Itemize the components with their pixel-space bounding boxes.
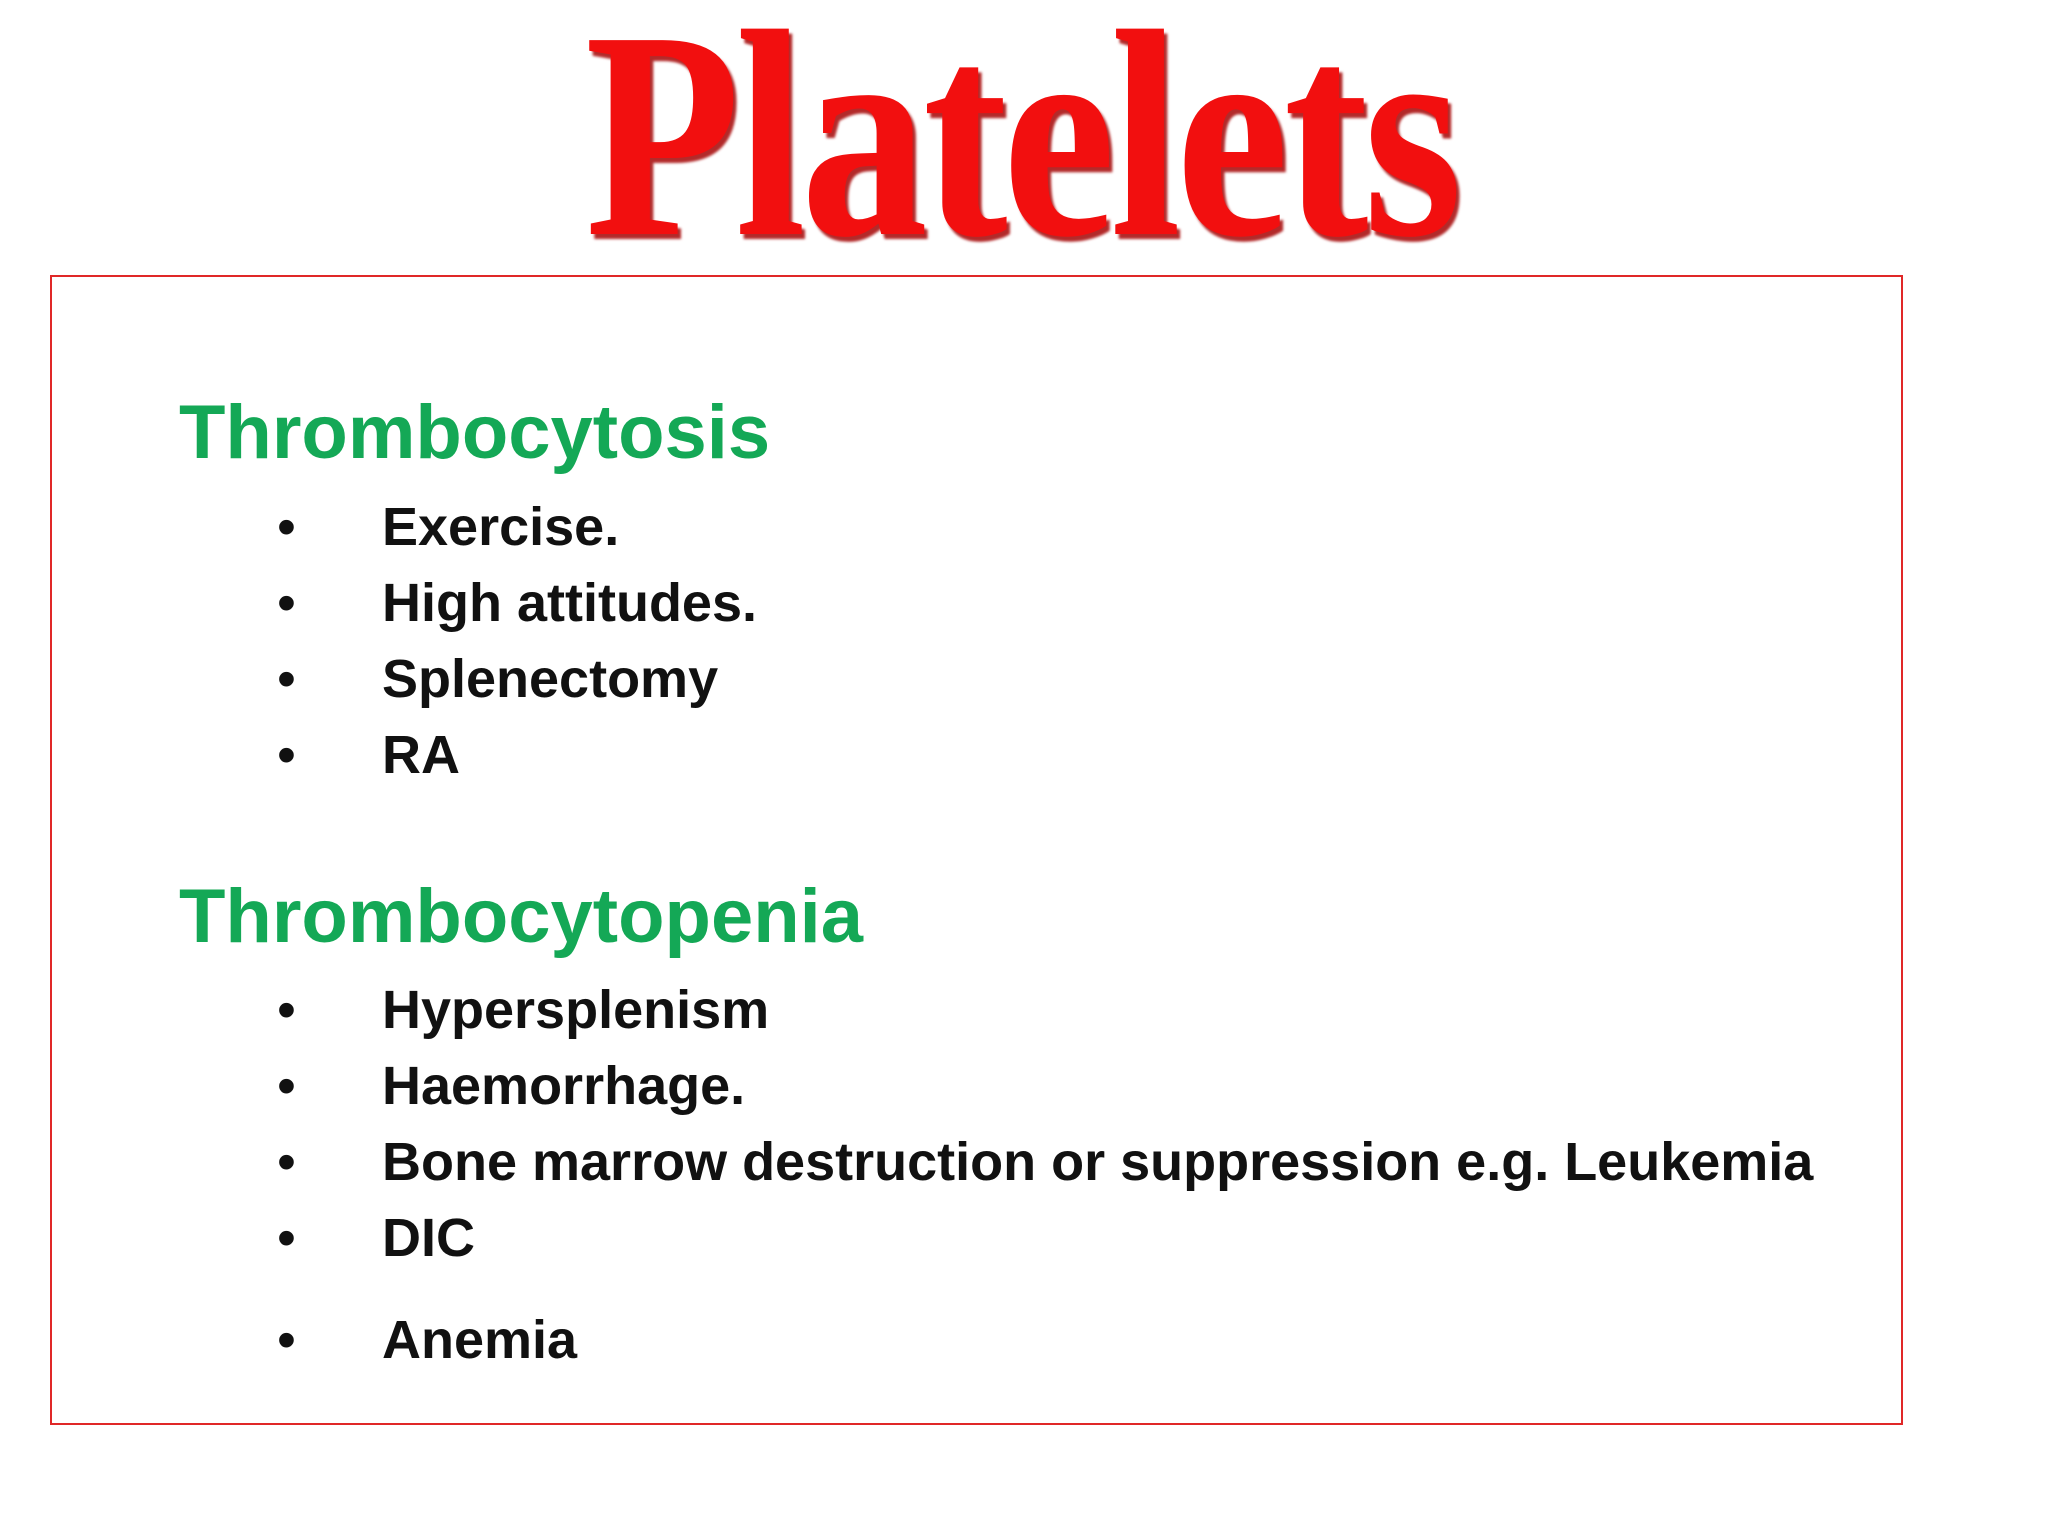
- list-item-text: Bone marrow destruction or suppression e.g. Leukemia: [382, 1132, 1814, 1192]
- bullet-icon: •: [277, 1208, 296, 1268]
- section-heading-thrombocytosis: Thrombocytosis: [179, 390, 771, 475]
- list-item-text: RA: [382, 725, 460, 785]
- bullet-icon: •: [277, 980, 296, 1040]
- slide-title: Platelets: [584, 0, 1458, 299]
- list-item-text: High attitudes.: [382, 573, 757, 633]
- list-item-text: Exercise.: [382, 497, 620, 557]
- bullet-icon: •: [277, 1132, 296, 1192]
- list-item-text: Anemia: [382, 1310, 578, 1370]
- bullet-icon: •: [277, 1056, 296, 1116]
- list-item-text: Splenectomy: [382, 649, 719, 709]
- content-box: [50, 275, 1903, 1425]
- list-item-text: DIC: [382, 1208, 475, 1268]
- list-item-text: Haemorrhage.: [382, 1056, 746, 1116]
- bullet-icon: •: [277, 1310, 296, 1370]
- list-item-text: Hypersplenism: [382, 980, 770, 1040]
- bullet-icon: •: [277, 649, 296, 709]
- bullet-icon: •: [277, 497, 296, 557]
- section-heading-thrombocytopenia: Thrombocytopenia: [179, 874, 864, 959]
- bullet-icon: •: [277, 725, 296, 785]
- bullet-icon: •: [277, 573, 296, 633]
